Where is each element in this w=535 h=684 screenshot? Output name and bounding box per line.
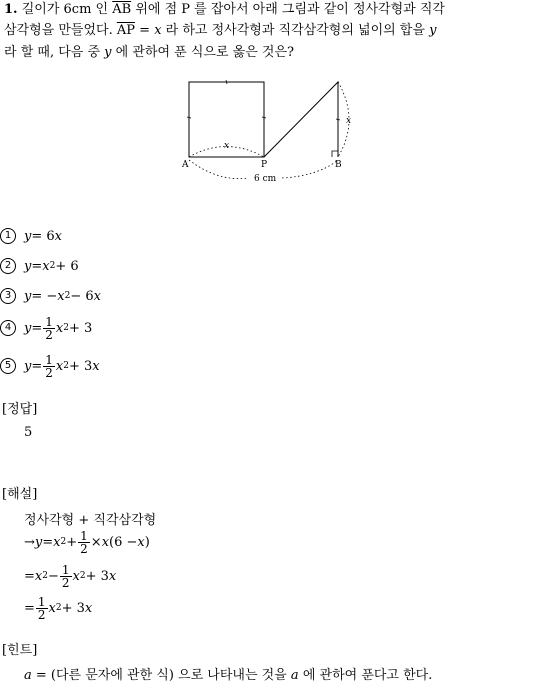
option-text: + 3: [68, 358, 93, 374]
segment-ap: $\overline{AP}$: [116, 23, 136, 38]
option-text: x: [92, 358, 100, 374]
hint-label: [힌트]: [2, 643, 38, 658]
question-text: 라 하고 정사각형과 직각삼각형의 넓이의 합을: [161, 23, 430, 38]
option-text: x: [55, 358, 64, 374]
dotted-arc-length-left: [189, 160, 248, 179]
explanation-line-2: → y = x 2 + $\frac{1}{2}$ × x (6 − x ): [24, 528, 150, 556]
label-x-right: x: [346, 116, 352, 126]
option-marker: 1: [0, 228, 16, 244]
fraction: $\frac{1}{2}$: [45, 314, 53, 342]
segment-ab: $\overline{AB}$: [112, 2, 132, 17]
label-p: P: [261, 160, 268, 170]
label-a: A: [182, 160, 189, 170]
option-marker: 5: [0, 358, 16, 374]
right-triangle-shape: [264, 82, 338, 157]
variable-y: y: [104, 45, 112, 60]
option-text: = −: [31, 288, 58, 304]
option-text: + 6: [55, 258, 79, 274]
fraction: $\frac{1}{2}$: [61, 562, 70, 590]
option-text: y: [24, 258, 32, 274]
option-text: y: [24, 320, 32, 336]
answer-value: 5: [24, 425, 33, 440]
question-text: 길이가 6cm 인: [21, 2, 113, 17]
option-4[interactable]: 4 y = $\frac{1}{2}$ x 2 + 3: [0, 313, 92, 343]
fraction: $\frac{1}{2}$: [80, 528, 88, 556]
question-text: 삼각형을 만들었다.: [4, 23, 117, 38]
option-3[interactable]: 3 y = − x 2 − 6 x: [0, 283, 101, 309]
explanation-label: [해설]: [2, 487, 38, 502]
option-marker: 4: [0, 320, 16, 336]
fraction: $\frac{1}{2}$: [37, 594, 46, 622]
question-line-1: [4, 0, 445, 20]
explanation-line-4: = $\frac{1}{2}$ x 2 + 3 x: [24, 594, 93, 622]
tick-mark: [262, 117, 266, 118]
option-text: x: [42, 258, 50, 274]
option-5[interactable]: 5 y = $\frac{1}{2}$ x 2 + 3 x: [0, 351, 100, 381]
option-text: = 6: [31, 228, 55, 244]
option-1[interactable]: [0, 223, 62, 249]
label-x-left: x: [224, 141, 230, 151]
question-text: =: [135, 23, 155, 38]
option-2[interactable]: 2 y = x 2 + 6: [0, 253, 79, 279]
variable-x: x: [154, 23, 162, 38]
explanation-line-3: = x 2 − $\frac{1}{2}$ x 2 + 3 x: [24, 562, 117, 590]
explanation-line-1: 정사각형 + 직각삼각형: [24, 513, 157, 528]
variable-y: y: [429, 23, 437, 38]
right-angle-mark: [332, 151, 338, 157]
question-number: 1.: [4, 2, 18, 17]
option-text: x: [54, 228, 62, 244]
option-text: =: [31, 258, 43, 274]
question-text: 위에 점 P 를 잡아서 아래 그림과 같이 정사각형과 직각: [131, 2, 445, 17]
hint-text: a = (다른 문자에 관한 식) 으로 나타내는 것을 a 에 관하여 푼다고 한다.: [24, 668, 433, 683]
option-text: =: [31, 358, 43, 374]
label-b: B: [335, 160, 342, 170]
option-text: =: [31, 320, 43, 336]
fraction: $\frac{1}{2}$: [45, 352, 53, 380]
tick-mark: [226, 80, 227, 84]
question-line-2: [4, 21, 436, 41]
option-text: x: [93, 288, 101, 304]
answer-label: [정답]: [2, 402, 38, 417]
option-text: x: [57, 288, 65, 304]
option-marker: 3: [0, 288, 16, 304]
option-text: y: [24, 358, 32, 374]
option-marker: 2: [0, 258, 16, 274]
geometry-figure: [178, 74, 364, 184]
option-text: + 3: [68, 320, 93, 336]
question-text: 에 관하여 푼 식으로 옳은 것은?: [111, 45, 294, 60]
question-line-3: [4, 43, 294, 63]
label-length: 6 cm: [254, 174, 277, 184]
option-text: y: [24, 288, 32, 304]
question-text: 라 할 때, 다음 중: [4, 45, 105, 60]
tick-mark: [187, 117, 191, 118]
dotted-arc-length-right: [282, 160, 338, 178]
tick-mark: [336, 119, 340, 120]
option-text: − 6: [70, 288, 94, 304]
option-text: x: [55, 320, 64, 336]
option-text: y: [24, 228, 32, 244]
